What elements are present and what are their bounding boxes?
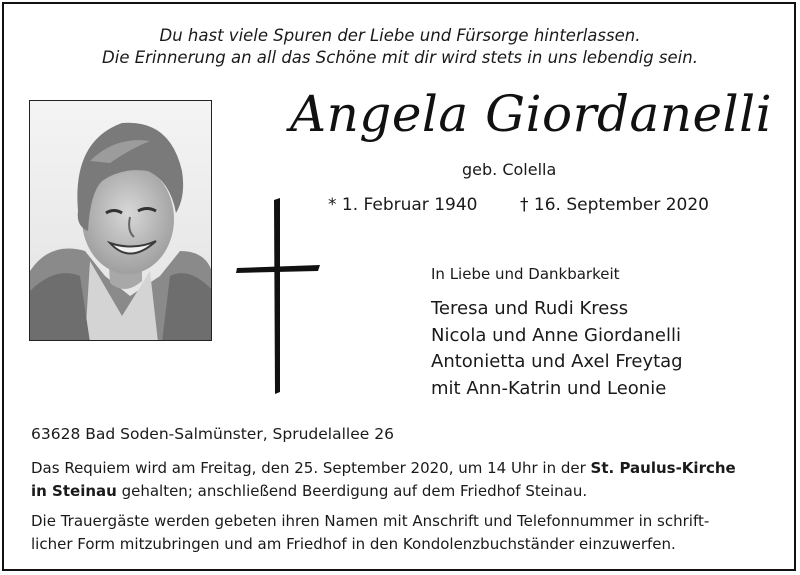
birth-date: * 1. Februar 1940	[328, 195, 478, 215]
motto-line-2: Die Erinnerung an all das Schöne mit dir wird stets in uns lebendig sein.	[102, 48, 698, 67]
address: 63628 Bad Soden-Salmünster, Sprudelallee 26	[31, 425, 394, 443]
deceased-name: Angela Giordanelli	[290, 85, 773, 143]
thanks-line: In Liebe und Dankbarkeit	[431, 265, 620, 283]
portrait-photo	[29, 100, 212, 341]
church-name: St. Paulus-Kirche	[590, 459, 736, 477]
mourner-name: Nicola und Anne Giordanelli	[431, 324, 682, 346]
death-date: † 16. September 2020	[520, 195, 709, 215]
requiem-text	[31, 457, 771, 503]
requiem-part-1: Das Requiem wird am Freitag, den 25. September 2020, um 14 Uhr in der	[31, 459, 591, 477]
church-location: in Steinau	[31, 482, 117, 500]
mourner-name: Teresa und Rudi Kress	[431, 298, 629, 319]
requiem-part-2: gehalten; anschließend Beerdigung auf dem Friedhof Steinau.	[116, 482, 588, 500]
mourner-name: Antonietta und Axel Freytag	[431, 351, 683, 372]
motto-line-1: Du hast viele Spuren der Liebe und Fürsorge hinterlassen.	[159, 26, 641, 45]
guests-note-line-2: licher Form mitzubringen und am Friedhof in den Kondolenzbuchständer einzuwerfen.	[31, 535, 676, 553]
guests-note-line-1: Die Trauergäste werden gebeten ihren Namen mit Anschrift und Telefonnummer in schrift-	[31, 512, 710, 530]
mourner-name: mit Ann-Katrin und Leonie	[431, 377, 667, 399]
birth-name: geb. Colella	[462, 160, 557, 179]
cross-icon	[236, 198, 322, 394]
guests-note	[31, 510, 771, 556]
mourner-list	[431, 296, 683, 402]
